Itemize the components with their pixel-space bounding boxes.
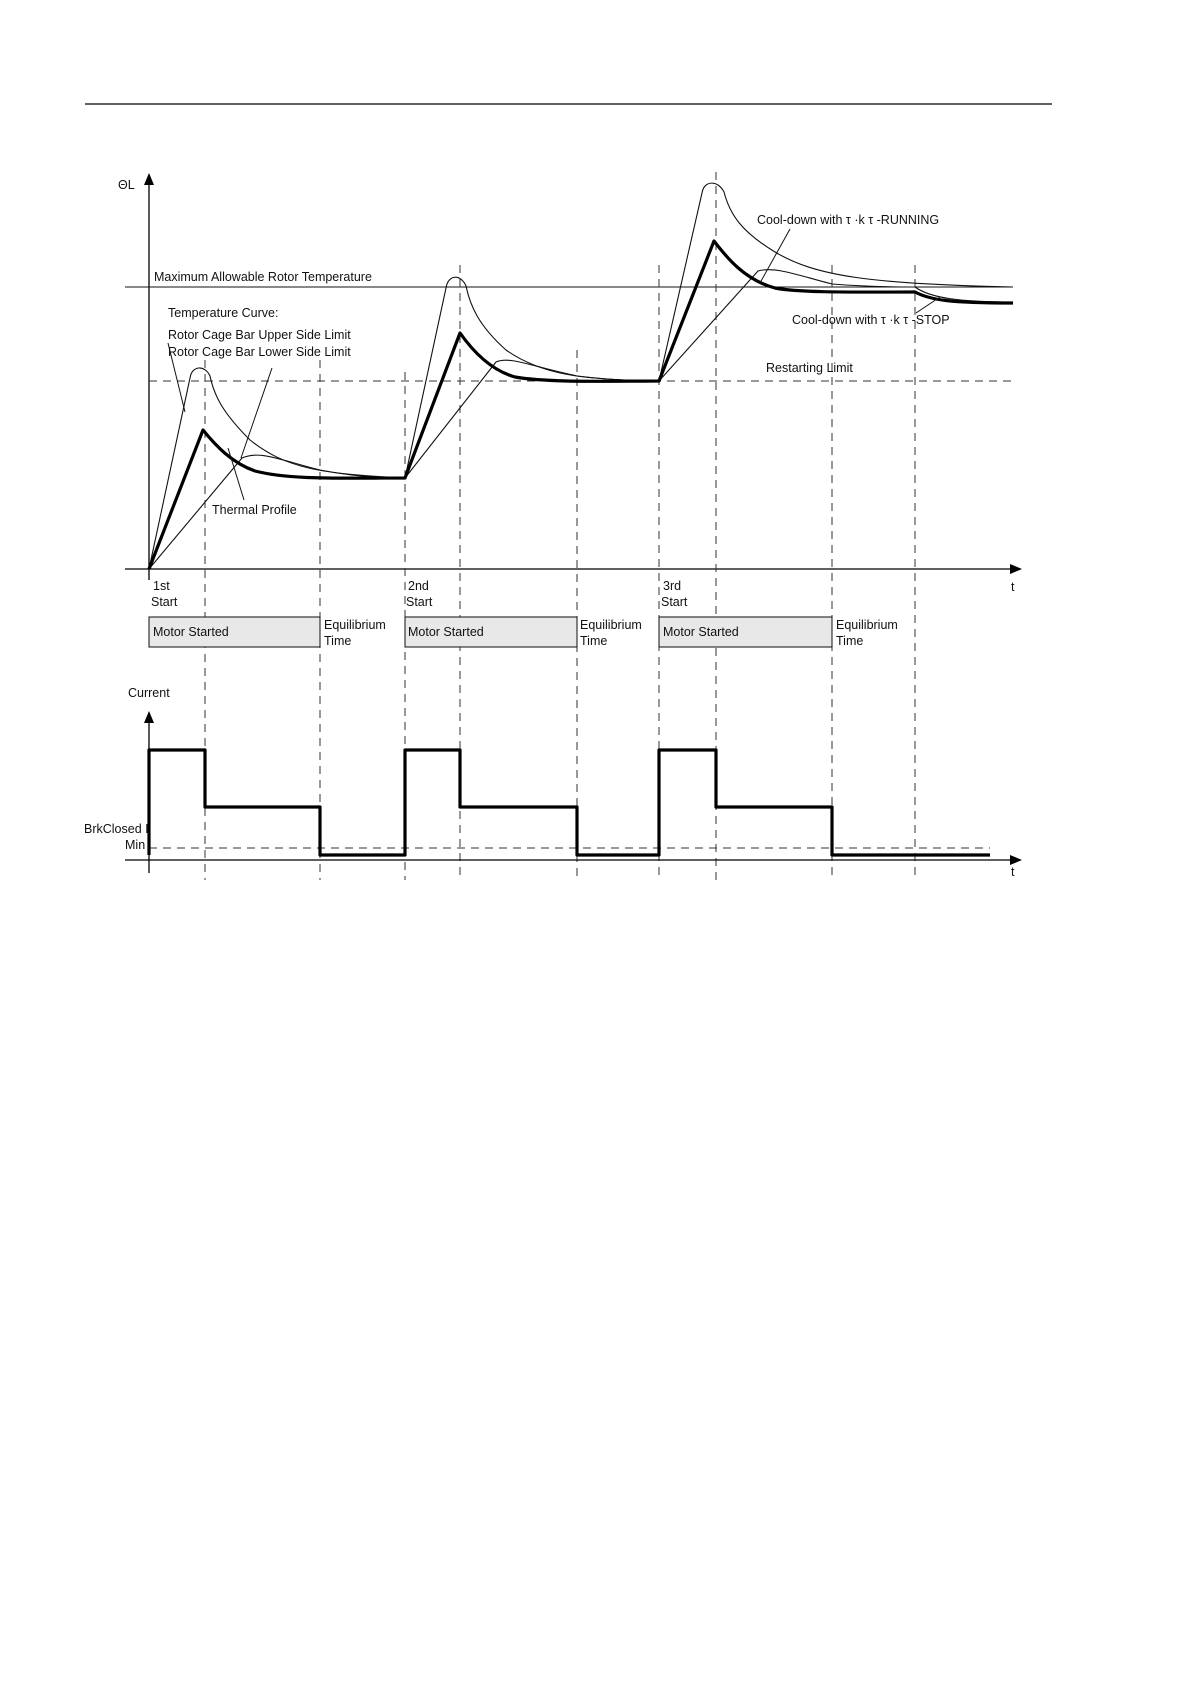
start-2-line2: Start (406, 595, 433, 609)
t-axis-label-2: t (1011, 865, 1015, 879)
motor-started-label-1: Motor Started (153, 625, 229, 639)
thermal-profile-curve (149, 241, 1013, 569)
lower-limit-label: Rotor Cage Bar Lower Side Limit (168, 345, 351, 359)
cooldown-stop-leader (916, 297, 940, 313)
cooldown-running-label: Cool-down with τ ·k τ -RUNNING (757, 213, 940, 227)
temp-curve-title: Temperature Curve: (168, 306, 279, 320)
max-temp-label: Maximum Allowable Rotor Temperature (154, 270, 372, 284)
equilibrium-2-line1: Equilibrium (580, 618, 642, 632)
equilibrium-3-line2: Time (836, 634, 864, 648)
cooldown-running-leader (760, 229, 790, 283)
restarting-limit-label: Restarting Limit (766, 361, 853, 375)
equilibrium-1-line1: Equilibrium (324, 618, 386, 632)
equilibrium-3-line1: Equilibrium (836, 618, 898, 632)
upper-limit-label: Rotor Cage Bar Upper Side Limit (168, 328, 351, 342)
thermal-profile-label: Thermal Profile (212, 503, 297, 517)
start-1-line2: Start (151, 595, 178, 609)
equilibrium-2-line2: Time (580, 634, 608, 648)
current-label: Current (128, 686, 170, 700)
t-axis-label: t (1011, 580, 1015, 594)
y-axis-label: ΘL (118, 178, 135, 192)
cooldown-stop-label: Cool-down with τ ·k τ -STOP (792, 313, 950, 327)
brkclosed-min-label: Min (125, 838, 146, 852)
start-2-line1: 2nd (408, 579, 429, 593)
motor-started-label-3: Motor Started (663, 625, 739, 639)
start-3-line2: Start (661, 595, 688, 609)
motor-started-label-2: Motor Started (408, 625, 484, 639)
current-waveform (149, 750, 990, 855)
brkclosed-label: BrkClosed I (84, 822, 149, 836)
start-3-line1: 3rd (663, 579, 682, 593)
start-1-line1: 1st (153, 579, 170, 593)
equilibrium-1-line2: Time (324, 634, 352, 648)
